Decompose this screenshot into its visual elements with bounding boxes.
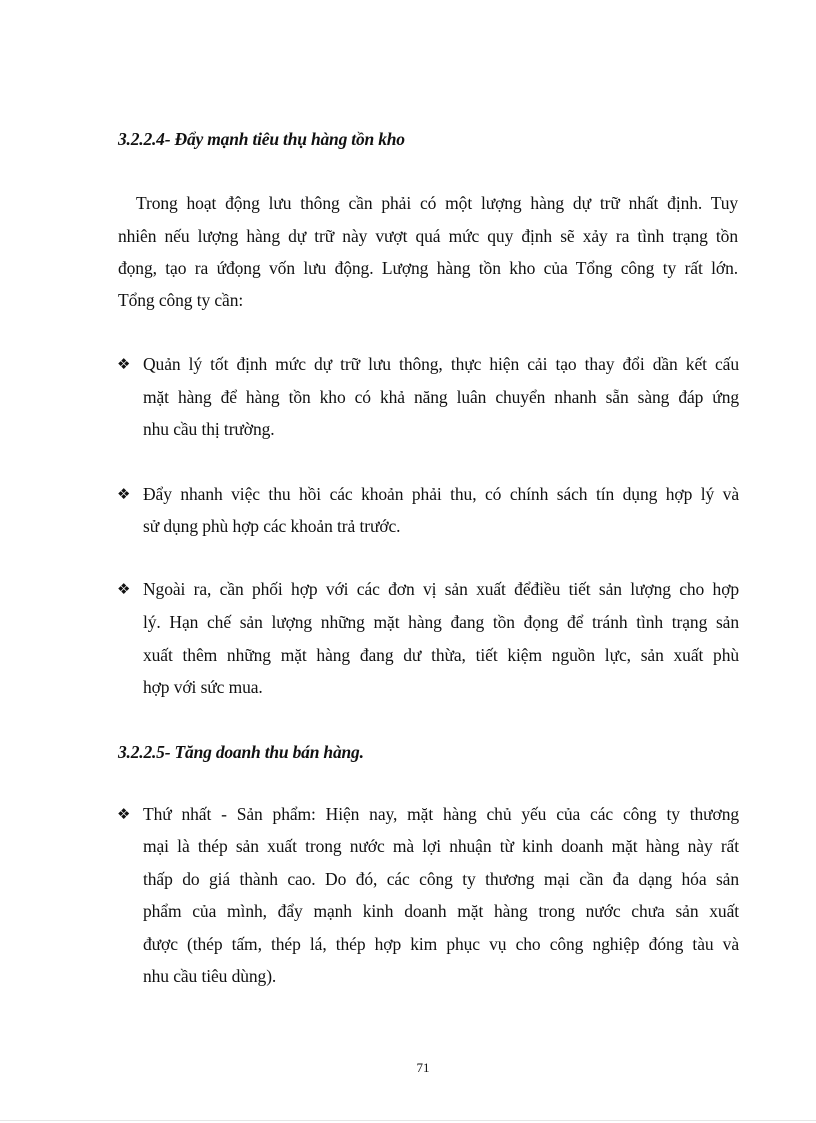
bullet-4-line-3: thấp do giá thành cao. Do đó, các công ty thương mại cần đa dạng hóa sản bbox=[143, 869, 739, 889]
bullet-3-line-1: Ngoài ra, cần phối hợp với các đơn vị sản xuất đểđiều tiết sản lượng cho hợp bbox=[143, 579, 739, 599]
diamond-bullet-icon: ❖ bbox=[117, 805, 131, 823]
bullet-3-line-2: lý. Hạn chế sản lượng những mặt hàng đang tồn đọng để tránh tình trạng sản bbox=[143, 612, 739, 632]
bullet-4-line-5: được (thép tấm, thép lá, thép hợp kim phục vụ cho công nghiệp đóng tàu và bbox=[143, 934, 739, 954]
bullet-4-line-6: nhu cầu tiêu dùng). bbox=[143, 966, 277, 986]
diamond-bullet-icon: ❖ bbox=[117, 485, 131, 503]
diamond-bullet-icon: ❖ bbox=[117, 580, 131, 598]
bullet-4-line-1: Thứ nhất - Sản phẩm: Hiện nay, mặt hàng chủ yếu của các công ty thương bbox=[143, 804, 739, 824]
intro-line-2: nhiên nếu lượng hàng dự trữ này vượt quá mức quy định sẽ xảy ra tình trạng tồn bbox=[118, 226, 738, 246]
intro-line-1: Trong hoạt động lưu thông cần phải có một lượng hàng dự trữ nhất định. Tuy bbox=[136, 193, 738, 213]
section-heading-3-2-2-4: 3.2.2.4- Đẩy mạnh tiêu thụ hàng tồn kho bbox=[118, 129, 405, 149]
page-number: 71 bbox=[416, 1060, 430, 1075]
bullet-1-line-1: Quản lý tốt định mức dự trữ lưu thông, thực hiện cải tạo thay đổi dần kết cấu bbox=[143, 354, 739, 374]
bullet-3-line-4: hợp với sức mua. bbox=[143, 677, 263, 697]
diamond-bullet-icon: ❖ bbox=[117, 355, 131, 373]
bullet-2-line-2: sử dụng phù hợp các khoản trả trước. bbox=[143, 516, 401, 536]
bullet-3-line-3: xuất thêm những mặt hàng đang dư thừa, tiết kiệm nguồn lực, sản xuất phù bbox=[143, 645, 739, 665]
page-bottom-rule bbox=[0, 1120, 816, 1121]
bullet-1-line-2: mặt hàng để hàng tồn kho có khả năng luân chuyển nhanh sẵn sàng đáp ứng bbox=[143, 387, 739, 407]
intro-line-4: Tổng công ty cần: bbox=[118, 290, 244, 310]
bullet-2-line-1: Đẩy nhanh việc thu hồi các khoản phải thu, có chính sách tín dụng hợp lý và bbox=[143, 484, 739, 504]
intro-line-3: đọng, tạo ra ứđọng vốn lưu động. Lượng hàng tồn kho của Tổng công ty rất lớn. bbox=[118, 258, 738, 278]
bullet-4-line-2: mại là thép sản xuất trong nước mà lợi nhuận từ kinh doanh mặt hàng này rất bbox=[143, 836, 739, 856]
bullet-1-line-3: nhu cầu thị trường. bbox=[143, 419, 275, 439]
section-heading-3-2-2-5: 3.2.2.5- Tăng doanh thu bán hàng. bbox=[118, 742, 364, 762]
bullet-4-line-4: phẩm của mình, đẩy mạnh kinh doanh mặt hàng trong nước chưa sản xuất bbox=[143, 901, 739, 921]
